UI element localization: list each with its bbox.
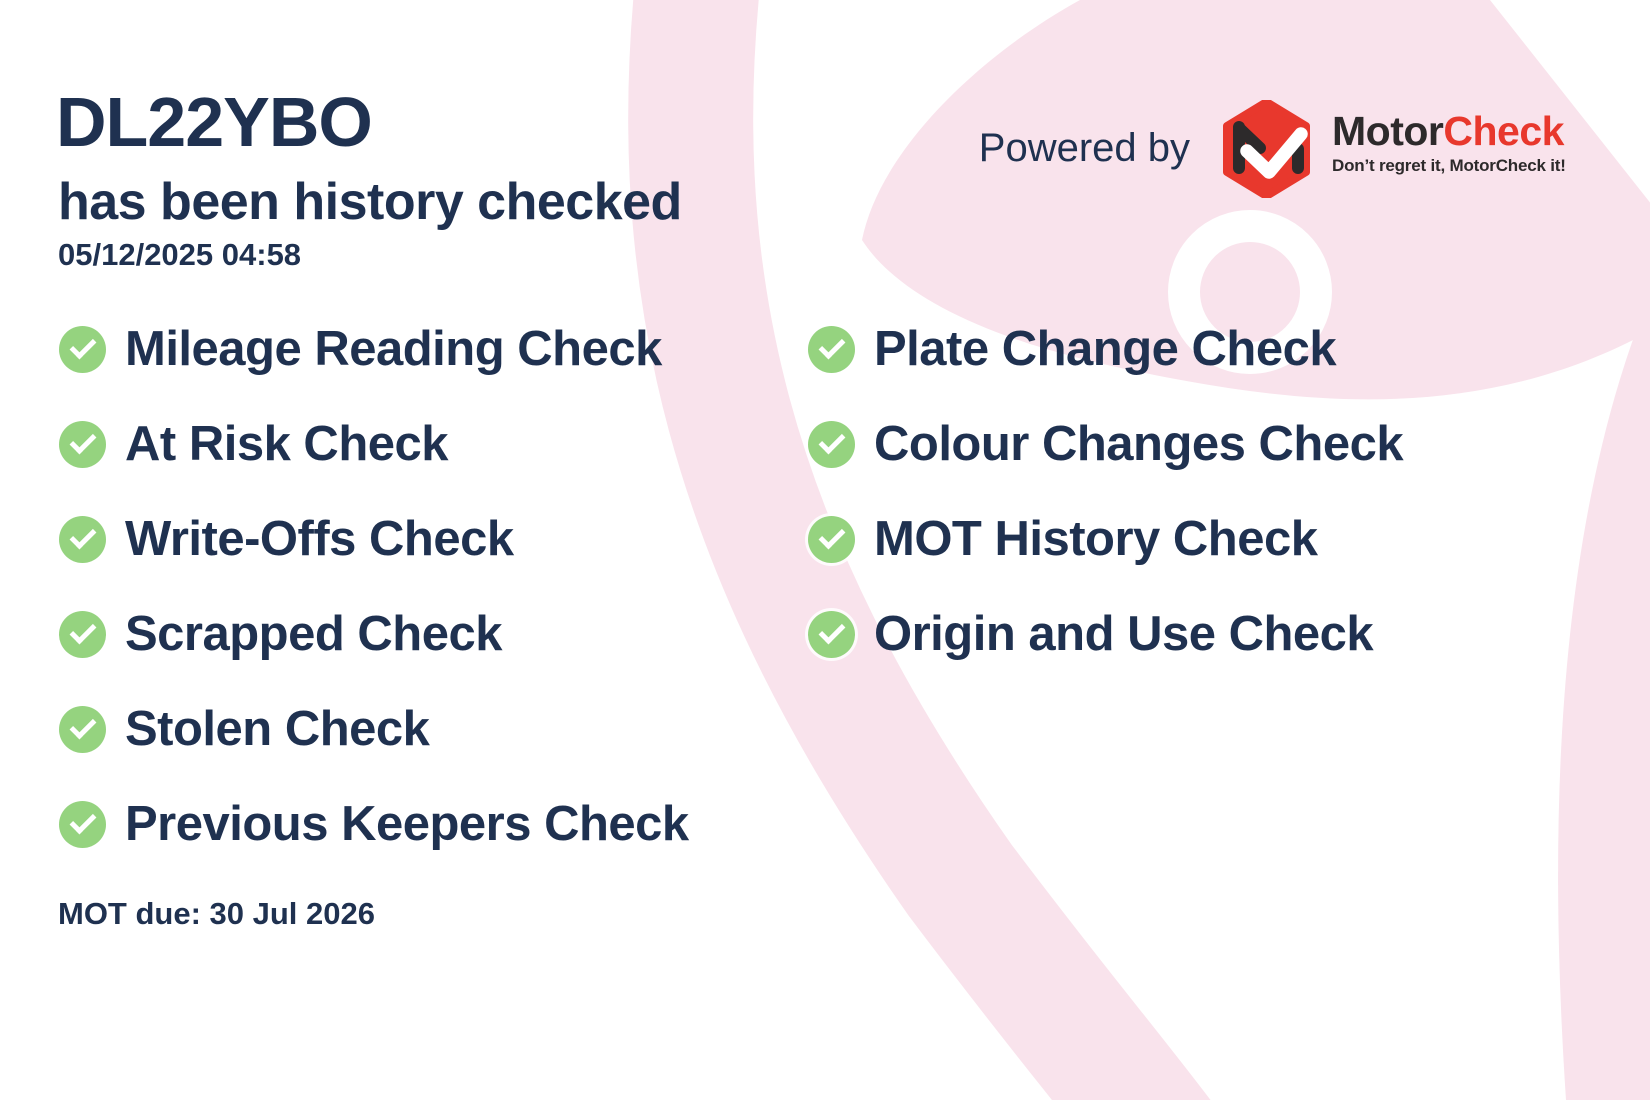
brand-name-motor: Motor: [1332, 108, 1444, 154]
check-circle-icon: [59, 326, 106, 373]
check-item-label: Previous Keepers Check: [125, 797, 689, 851]
brand-name: [1332, 110, 1566, 153]
check-item-plate-change: [808, 321, 1336, 377]
page-title: has been history checked: [58, 173, 682, 231]
check-item-label: Write-Offs Check: [125, 512, 514, 566]
check-circle-icon: [59, 706, 106, 753]
brand-tagline: Don’t regret it, MotorCheck it!: [1332, 156, 1566, 176]
brand-lockup: [1332, 110, 1566, 176]
check-item-label: Plate Change Check: [874, 322, 1337, 376]
check-circle-icon: [59, 611, 106, 658]
check-circle-icon: [808, 611, 855, 658]
mot-due-date: MOT due: 30 Jul 2026: [58, 896, 375, 931]
powered-by-label: Powered by: [978, 126, 1190, 170]
check-circle-icon: [808, 421, 855, 468]
brand-name-check: Check: [1443, 108, 1564, 154]
check-item-at-risk: [59, 416, 448, 472]
check-circle-icon: [59, 801, 106, 848]
check-item-origin-use: [808, 606, 1373, 662]
check-item-label: Scrapped Check: [125, 607, 502, 661]
check-item-mileage: [59, 321, 662, 377]
check-item-label: Stolen Check: [125, 702, 430, 756]
check-timestamp: 05/12/2025 04:58: [58, 237, 302, 272]
registration-plate: DL22YBO: [56, 83, 372, 161]
check-item-stolen: [59, 701, 429, 757]
check-circle-icon: [59, 516, 106, 563]
check-circle-icon: [59, 421, 106, 468]
check-circle-icon: [808, 326, 855, 373]
check-item-label: At Risk Check: [125, 417, 449, 471]
check-item-label: Origin and Use Check: [874, 607, 1374, 661]
check-circle-icon: [808, 516, 855, 563]
check-item-write-offs: [59, 511, 514, 567]
check-item-label: MOT History Check: [874, 512, 1318, 566]
check-item-label: Mileage Reading Check: [125, 322, 662, 376]
check-item-colour-changes: [808, 416, 1403, 472]
check-item-mot-history: [808, 511, 1317, 567]
check-item-scrapped: [59, 606, 502, 662]
check-item-previous-keepers: [59, 796, 689, 852]
check-item-label: Colour Changes Check: [874, 417, 1404, 471]
motorcheck-logo-icon: [1222, 100, 1311, 198]
